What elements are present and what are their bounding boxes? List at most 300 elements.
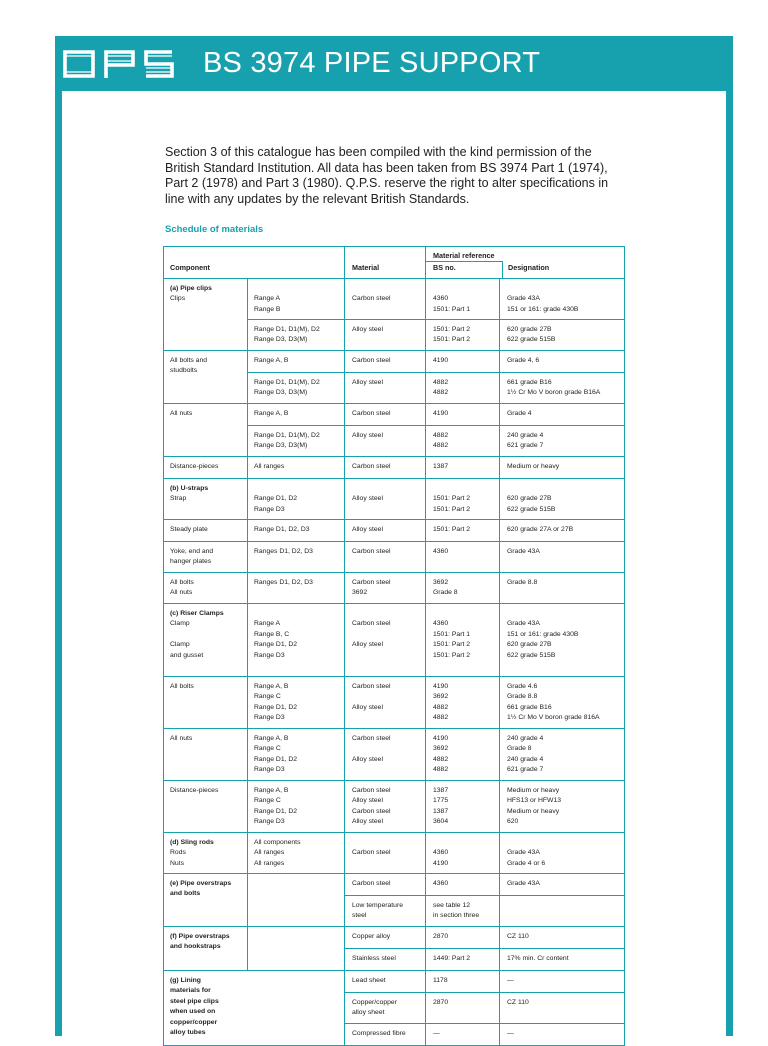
table-cell [248,520,345,542]
table-cell [426,542,500,573]
cell-text: Alloy steel [352,755,383,763]
cell-text: Carbon steel [352,620,391,628]
cell-text: Grade 8 [507,745,532,753]
cell-text: Rods [170,849,186,857]
cell-text: 17% min. Cr content [507,955,569,962]
table-cell [164,351,248,404]
table-cell [164,874,248,927]
cell-text: 4190 [433,859,449,867]
cell-text: 4882 [433,766,449,774]
table-cell [345,426,426,457]
cell-text: (d) Sling rods [170,839,214,846]
table-cell [345,320,426,351]
cell-text: 4360 [433,295,449,303]
table-row [164,479,625,520]
table-cell [345,457,426,479]
table-cell [500,833,625,874]
table-cell [248,279,345,320]
table-cell [248,729,345,781]
table-cell [248,677,345,729]
cell-text: 661 grade B16 [507,379,552,386]
cell-text: 1501: Part 1 [433,305,471,313]
table-cell [426,874,500,896]
cell-text: 151 or 161: grade 430B [507,305,579,313]
cell-text: Grade 8.8 [507,579,538,586]
cell-text: Grade 4.6 [507,683,538,690]
cell-text: All bolts [170,579,194,586]
cell-text: 1½ Cr Mo V boron grade 816A [507,714,600,722]
table-header-row [164,247,625,279]
cell-text: 1775 [433,797,449,805]
cell-text: 661 grade B16 [507,703,552,711]
cell-text: Range D1, D2 [254,641,298,649]
cell-text: 4882 [433,442,449,450]
table-row [164,404,625,426]
table-cell [248,573,345,604]
cell-text: Alloy steel [352,526,383,533]
cell-text: Range A, B [254,683,289,690]
cell-text: Range D1, D1(M), D2 [254,326,320,333]
cell-text: 1501: Part 2 [433,495,471,503]
table-cell [426,373,500,404]
cell-text: 1501: Part 2 [433,336,471,344]
table-cell [248,781,345,833]
table-cell [164,677,248,729]
table-cell [345,874,426,896]
table-cell [500,457,625,479]
cell-text: Carbon steel [352,295,391,303]
cell-text: Yoke, end and [170,548,214,555]
table-row [164,781,625,833]
cell-text: Alloy steel [352,641,383,649]
table-cell [164,542,248,573]
qps-logo [62,48,180,80]
cell-text: 4360 [433,849,449,857]
cell-text: 4882 [433,714,449,722]
table-cell [426,729,500,781]
cell-text: Steady plate [170,526,208,533]
table-cell [500,874,625,896]
table-cell [164,520,248,542]
table-cell [500,520,625,542]
cell-text: 240 grade 4 [507,432,544,439]
table-cell [345,373,426,404]
cell-text: 1178 [433,977,448,984]
table-cell [164,833,248,874]
cell-text: — [433,1030,440,1037]
cell-text: Medium or heavy [507,807,560,815]
cell-text: and gusset [170,651,204,659]
table-cell [164,971,345,1046]
table-cell [164,479,248,520]
table-cell [500,971,625,993]
cell-text: 1501: Part 2 [433,326,471,333]
cell-text: Carbon steel [352,548,391,555]
cell-text: All ranges [254,463,285,470]
page-title: BS 3974 PIPE SUPPORT [203,47,541,79]
cell-text: All components [254,839,301,846]
cell-text: All ranges [254,859,285,867]
cell-text: Grade 43A [507,548,540,555]
cell-text: 4360 [433,880,449,887]
cell-text: 1387 [433,787,449,794]
cell-text: in section three [433,912,480,920]
cell-text: Clips [170,295,186,303]
cell-text: Carbon steel [352,579,391,586]
cell-text: Grade 4 [507,410,532,417]
cell-text: and bolts [170,890,201,898]
cell-text: 4190 [433,357,449,364]
cell-text: (c) Riser Clamps [170,610,224,617]
cell-text: alloy tubes [170,1029,206,1036]
cell-text: Carbon steel [352,807,391,815]
cell-text: Range B, C [254,630,290,638]
table-cell [164,457,248,479]
table-cell [500,573,625,604]
cell-text: All bolts and [170,357,208,364]
cell-text: Carbon steel [352,735,391,742]
cell-text: 1501: Part 2 [433,641,471,649]
table-cell [426,949,500,971]
table-cell [500,279,625,320]
table-cell [345,520,426,542]
table-row [164,604,625,677]
cell-text: 620 grade 27B [507,495,552,503]
cell-text: 620 grade 27B [507,326,552,333]
cell-text: Range D1, D2, D3 [254,526,310,533]
cell-text: Range D3 [254,651,285,659]
table-cell [426,971,500,993]
cell-text: Range D3, D3(M) [254,389,308,397]
table-cell [345,993,426,1024]
table-cell [500,373,625,404]
table-cell [426,993,500,1024]
cell-text: 1449: Part 2 [433,955,471,962]
cell-text: 4882 [433,755,449,763]
cell-text: Range A [254,295,281,303]
cell-text: Range A, B [254,787,289,794]
table-row [164,927,625,949]
table-cell [426,351,500,373]
table-cell [248,457,345,479]
table-cell [248,351,345,373]
cell-text: Grade 43A [507,620,540,628]
table-cell [500,604,625,677]
cell-text: Range C [254,745,281,753]
table-cell [345,927,426,949]
table-row [164,351,625,373]
cell-text: 240 grade 4 [507,755,544,763]
table-cell [164,927,248,971]
table-row [164,279,625,320]
cell-text: Grade 43A [507,880,540,887]
table-cell [426,781,500,833]
cell-text: Alloy steel [352,818,383,826]
cell-text: 4360 [433,620,449,628]
table-cell [500,542,625,573]
cell-text: 4360 [433,548,449,555]
table-cell [248,426,345,457]
table-cell [345,404,426,426]
cell-text: 2870 [433,999,449,1006]
cell-text: CZ 110 [507,933,529,940]
table-row [164,542,625,573]
table-cell [500,729,625,781]
table-cell [426,320,500,351]
cell-text: CZ 110 [507,999,529,1006]
materials-table [163,246,625,1046]
cell-text: 3692 [433,693,449,701]
table-cell [345,573,426,604]
table-cell [426,426,500,457]
table-cell [248,320,345,351]
table-cell [345,604,426,677]
header-designation: Designation [508,263,550,272]
cell-text: All bolts [170,683,194,690]
table-cell [345,729,426,781]
cell-text: (e) Pipe overstraps [170,880,232,887]
cell-text: (a) Pipe clips [170,285,212,292]
table-cell [345,896,426,927]
table-cell [164,729,248,781]
cell-text: Range A [254,620,281,628]
cell-text: Low temperature [352,902,404,909]
table-cell [500,479,625,520]
cell-text: 4882 [433,703,449,711]
cell-text: 4190 [433,410,449,417]
cell-text: Stainless steel [352,955,396,962]
cell-text: Range A, B [254,410,289,417]
cell-text: and hookstraps [170,943,221,951]
table-cell [426,604,500,677]
cell-text: Grade 43A [507,849,540,857]
cell-text: steel [352,912,367,920]
table-cell [248,542,345,573]
cell-text: 151 or 161: grade 430B [507,630,579,638]
cell-text: Carbon steel [352,410,391,417]
cell-text: Distance-pieces [170,787,219,794]
table-row [164,573,625,604]
table-cell [500,1024,625,1046]
cell-text: HFS13 or HFW13 [507,797,562,805]
table-cell [500,677,625,729]
table-cell [248,404,345,426]
cell-text: 3692 [433,579,449,586]
cell-text: Medium or heavy [507,787,560,794]
cell-text: Range D3 [254,766,285,774]
table-cell [426,833,500,874]
table-cell [248,479,345,520]
cell-text: 4190 [433,683,449,690]
cell-text: 1½ Cr Mo V boron grade B16A [507,389,601,397]
table-cell [164,604,248,677]
cell-text: 620 grade 27A or 27B [507,526,574,533]
table-cell [426,520,500,542]
cell-text: 3692 [352,589,368,597]
cell-text: 621 grade 7 [507,766,544,774]
cell-text: Grade 43A [507,295,540,303]
cell-text: 621 grade 7 [507,442,544,450]
table-cell [345,677,426,729]
table-cell [426,677,500,729]
table-row [164,874,625,896]
cell-text: alloy sheet [352,1009,385,1017]
cell-text: Copper alloy [352,933,391,940]
cell-text: Grade 4, 6 [507,357,540,364]
table-cell [500,781,625,833]
cell-text: Range D3, D3(M) [254,336,308,344]
cell-text: 620 [507,818,519,826]
table-cell [164,279,248,351]
cell-text: Grade 8 [433,589,458,597]
cell-text: Range C [254,797,281,805]
cell-text: All nuts [170,410,193,417]
cell-text: 1501: Part 2 [433,651,471,659]
table-cell [345,351,426,373]
cell-text: Clamp [170,620,190,628]
cell-text: Ranges D1, D2, D3 [254,579,313,586]
cell-text: Range D1, D1(M), D2 [254,432,320,439]
cell-text: Carbon steel [352,880,391,887]
table-cell [345,1024,426,1046]
cell-text: Range A, B [254,735,289,742]
header-component: Component [170,263,210,272]
cell-text: Carbon steel [352,357,391,364]
table-cell [164,781,248,833]
cell-text: Compressed fibre [352,1030,406,1037]
cell-text: Range D3 [254,714,285,722]
cell-text: (f) Pipe overstraps [170,933,230,940]
cell-text: Alloy steel [352,703,383,711]
table-row [164,457,625,479]
table-cell [164,404,248,457]
cell-text: see table 12 [433,902,471,909]
table-cell [248,927,345,971]
cell-text: studbolts [170,367,198,375]
table-cell [248,833,345,874]
table-cell [248,373,345,404]
cell-text: — [507,1030,514,1037]
table-cell [426,279,500,320]
cell-text: Grade 8.8 [507,693,538,701]
cell-text: Alloy steel [352,797,383,805]
cell-text: Copper/copper [352,999,397,1006]
table-cell [164,573,248,604]
table-cell [248,874,345,927]
cell-text: Alloy steel [352,379,383,386]
cell-text: All nuts [170,735,193,742]
header-material-reference: Material reference [433,251,495,260]
cell-text: Range D1, D2 [254,807,298,815]
table-cell [500,949,625,971]
cell-text: 1387 [433,807,449,815]
table-cell [345,542,426,573]
cell-text: — [507,977,514,984]
cell-text: (g) Lining [170,977,201,984]
cell-text: hanger plates [170,558,212,566]
table-cell [426,1024,500,1046]
cell-text: 4882 [433,432,449,439]
cell-text: 4190 [433,735,449,742]
table-cell [426,404,500,426]
cell-text: Lead sheet [352,977,386,984]
table-cell [345,833,426,874]
cell-text: Carbon steel [352,463,391,470]
cell-text: Grade 4 or 6 [507,859,546,867]
cell-text: Carbon steel [352,849,391,857]
table-cell [426,896,500,927]
cell-text: materials for [170,987,211,995]
cell-text: copper/copper [170,1018,218,1026]
cell-text: 2870 [433,933,449,940]
cell-text: All ranges [254,849,285,857]
table-cell [345,949,426,971]
table-row [164,520,625,542]
cell-text: Strap [170,495,187,503]
cell-text: Nuts [170,859,184,867]
cell-text: 1501: Part 2 [433,505,471,513]
table-cell [426,457,500,479]
table-cell [500,993,625,1024]
cell-text: Range D1, D2 [254,495,298,503]
cell-text: steel pipe clips [170,997,219,1005]
header-material: Material [352,263,380,272]
table-cell [345,971,426,993]
cell-text: Range D3, D3(M) [254,442,308,450]
cell-text: Range D3 [254,505,285,513]
header-bs-no: BS no. [433,263,456,272]
cell-text: Alloy steel [352,326,383,333]
cell-text: Carbon steel [352,683,391,690]
table-cell [345,279,426,320]
cell-text: Range A, B [254,357,289,364]
cell-text: Medium or heavy [507,463,560,470]
cell-text: 622 grade 515B [507,505,556,513]
table-cell [500,320,625,351]
cell-text: 3692 [433,745,449,753]
table-cell [426,927,500,949]
cell-text: Range D3 [254,818,285,826]
cell-text: 3604 [433,818,449,826]
cell-text: All nuts [170,589,193,597]
table-cell [500,351,625,373]
cell-text: Alloy steel [352,432,383,439]
cell-text: Range D1, D2 [254,755,298,763]
cell-text: Ranges D1, D2, D3 [254,548,313,555]
table-cell [248,604,345,677]
cell-text: 240 grade 4 [507,735,544,742]
cell-text: Range B [254,305,281,313]
cell-text: Range D1, D1(M), D2 [254,379,320,386]
schedule-heading: Schedule of materials [165,224,264,235]
cell-text: 620 grade 27B [507,641,552,649]
table-row [164,833,625,874]
table-cell [500,404,625,426]
cell-text: 1501: Part 1 [433,630,471,638]
cell-text: when used on [170,1008,216,1016]
intro-paragraph: Section 3 of this catalogue has been compiled with the kind permission of the British Standard Institution. All data has been taken from BS 3974 Part 1 (1974), Part 2 (1978) and Part 3 (1980). Q.P.S. reserve the right to alter specifications in line with any updates by the relevant British Standards. [165,145,609,206]
cell-text: 1501: Part 2 [433,526,471,533]
cell-text: 1387 [433,463,449,470]
table-row [164,971,625,993]
cell-text: Alloy steel [352,495,383,503]
table-cell [500,896,625,927]
table-cell [345,479,426,520]
table-cell [345,781,426,833]
cell-text: 622 grade 515B [507,336,556,344]
cell-text: Range C [254,693,281,701]
table-row [164,677,625,729]
